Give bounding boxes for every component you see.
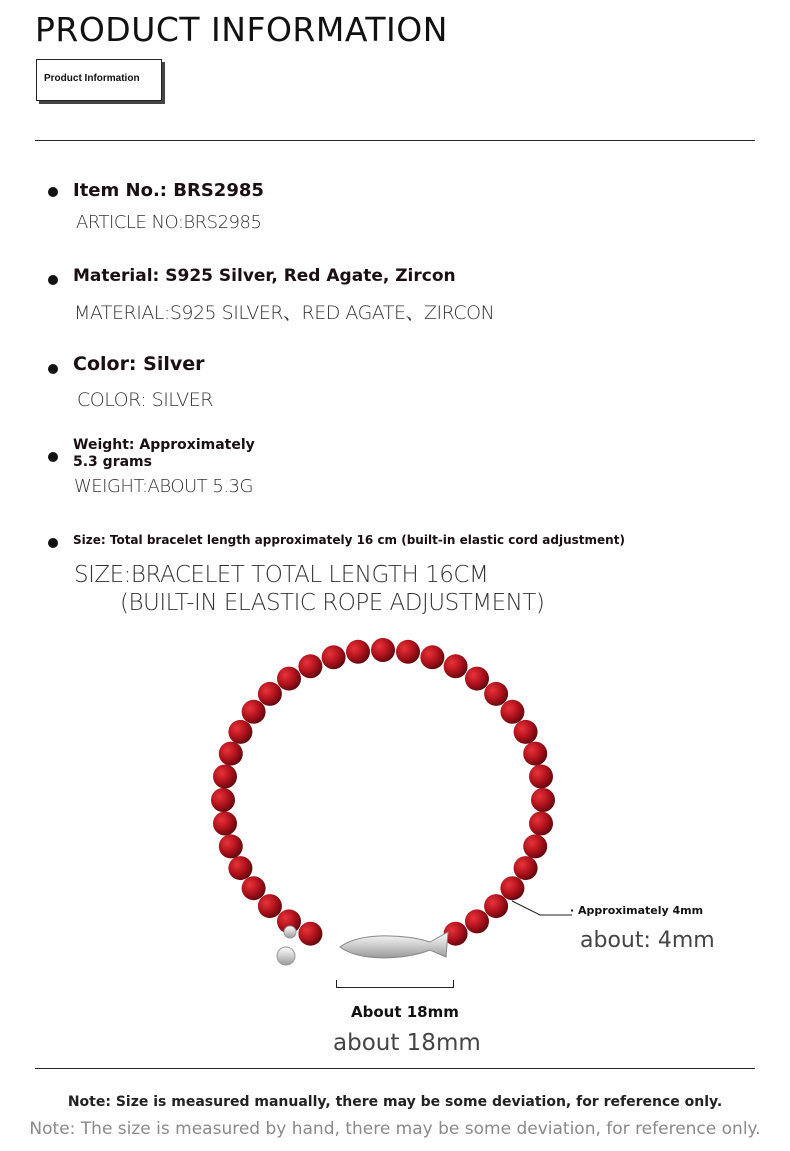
material-cn: MATERIAL:S925 SILVER、RED AGATE、ZIRCON bbox=[74, 302, 495, 324]
agate-bead bbox=[514, 856, 538, 880]
page-title: PRODUCT INFORMATION bbox=[35, 10, 448, 49]
agate-bead bbox=[484, 682, 508, 706]
bead-size-cn: about: 4mm bbox=[580, 928, 715, 953]
size-en: Size: Total bracelet length approximately 16 cm (built-in elastic cord adjustment) bbox=[73, 533, 625, 547]
item-number-en: Item No.: BRS2985 bbox=[73, 180, 264, 201]
agate-bead bbox=[322, 645, 346, 669]
top-divider bbox=[35, 140, 755, 141]
bell-charm bbox=[277, 926, 296, 965]
agate-bead bbox=[531, 788, 555, 812]
note-en: Note: Size is measured manually, there may be some deviation, for reference only. bbox=[67, 1094, 723, 1110]
bullet-icon bbox=[48, 452, 58, 462]
section-tag bbox=[36, 59, 162, 101]
agate-bead bbox=[465, 909, 489, 933]
weight-en-line2: 5.3 grams bbox=[73, 454, 152, 470]
agate-bead bbox=[371, 638, 395, 662]
size-cn-line2: (BUILT-IN ELASTIC ROPE ADJUSTMENT) bbox=[120, 590, 545, 616]
agate-bead bbox=[523, 834, 547, 858]
color-en: Color: Silver bbox=[73, 353, 205, 375]
agate-bead bbox=[211, 788, 235, 812]
agate-bead bbox=[213, 812, 237, 836]
agate-bead bbox=[228, 856, 252, 880]
agate-bead bbox=[420, 645, 444, 669]
bottom-divider bbox=[35, 1068, 755, 1069]
agate-bead bbox=[465, 667, 489, 691]
agate-bead bbox=[396, 640, 420, 664]
charm-size-en: About 18mm bbox=[351, 1003, 459, 1021]
bullet-icon bbox=[48, 364, 58, 374]
bullet-icon bbox=[48, 275, 58, 285]
agate-bead bbox=[219, 742, 243, 766]
bracelet-image bbox=[180, 620, 600, 1000]
agate-bead bbox=[258, 682, 282, 706]
agate-bead bbox=[529, 765, 553, 789]
section-tag-label: Product Information bbox=[44, 73, 140, 84]
charm-size-cn: about 18mm bbox=[333, 1030, 481, 1056]
bullet-icon bbox=[48, 538, 58, 548]
agate-bead bbox=[444, 654, 468, 678]
weight-cn: WEIGHT:ABOUT 5.3G bbox=[74, 476, 253, 497]
agate-bead bbox=[258, 894, 282, 918]
agate-bead bbox=[523, 742, 547, 766]
charm-dimension-bracket bbox=[336, 980, 454, 988]
note-cn: Note: The size is measured by hand, there may be some deviation, for reference only. bbox=[29, 1119, 761, 1139]
agate-bead bbox=[219, 834, 243, 858]
agate-bead bbox=[228, 720, 252, 744]
agate-bead bbox=[484, 894, 508, 918]
weight-en-line1: Weight: Approximately bbox=[73, 437, 255, 453]
agate-bead bbox=[298, 922, 322, 946]
fish-charm bbox=[340, 932, 448, 958]
item-number-cn: ARTICLE NO:BRS2985 bbox=[76, 212, 262, 233]
agate-bead bbox=[514, 720, 538, 744]
agate-bead bbox=[298, 654, 322, 678]
agate-bead bbox=[529, 812, 553, 836]
agate-bead bbox=[346, 640, 370, 664]
color-cn: COLOR: SILVER bbox=[77, 389, 214, 411]
bullet-icon bbox=[48, 187, 58, 197]
agate-bead bbox=[213, 765, 237, 789]
agate-bead bbox=[277, 667, 301, 691]
agate-bead bbox=[500, 700, 524, 724]
bead-size-en: · Approximately 4mm bbox=[570, 904, 704, 917]
size-cn-line1: SIZE:BRACELET TOTAL LENGTH 16CM bbox=[74, 562, 489, 588]
agate-bead bbox=[242, 876, 266, 900]
material-en: Material: S925 Silver, Red Agate, Zircon bbox=[73, 266, 456, 286]
agate-bead bbox=[242, 700, 266, 724]
bead-ring bbox=[211, 638, 555, 946]
